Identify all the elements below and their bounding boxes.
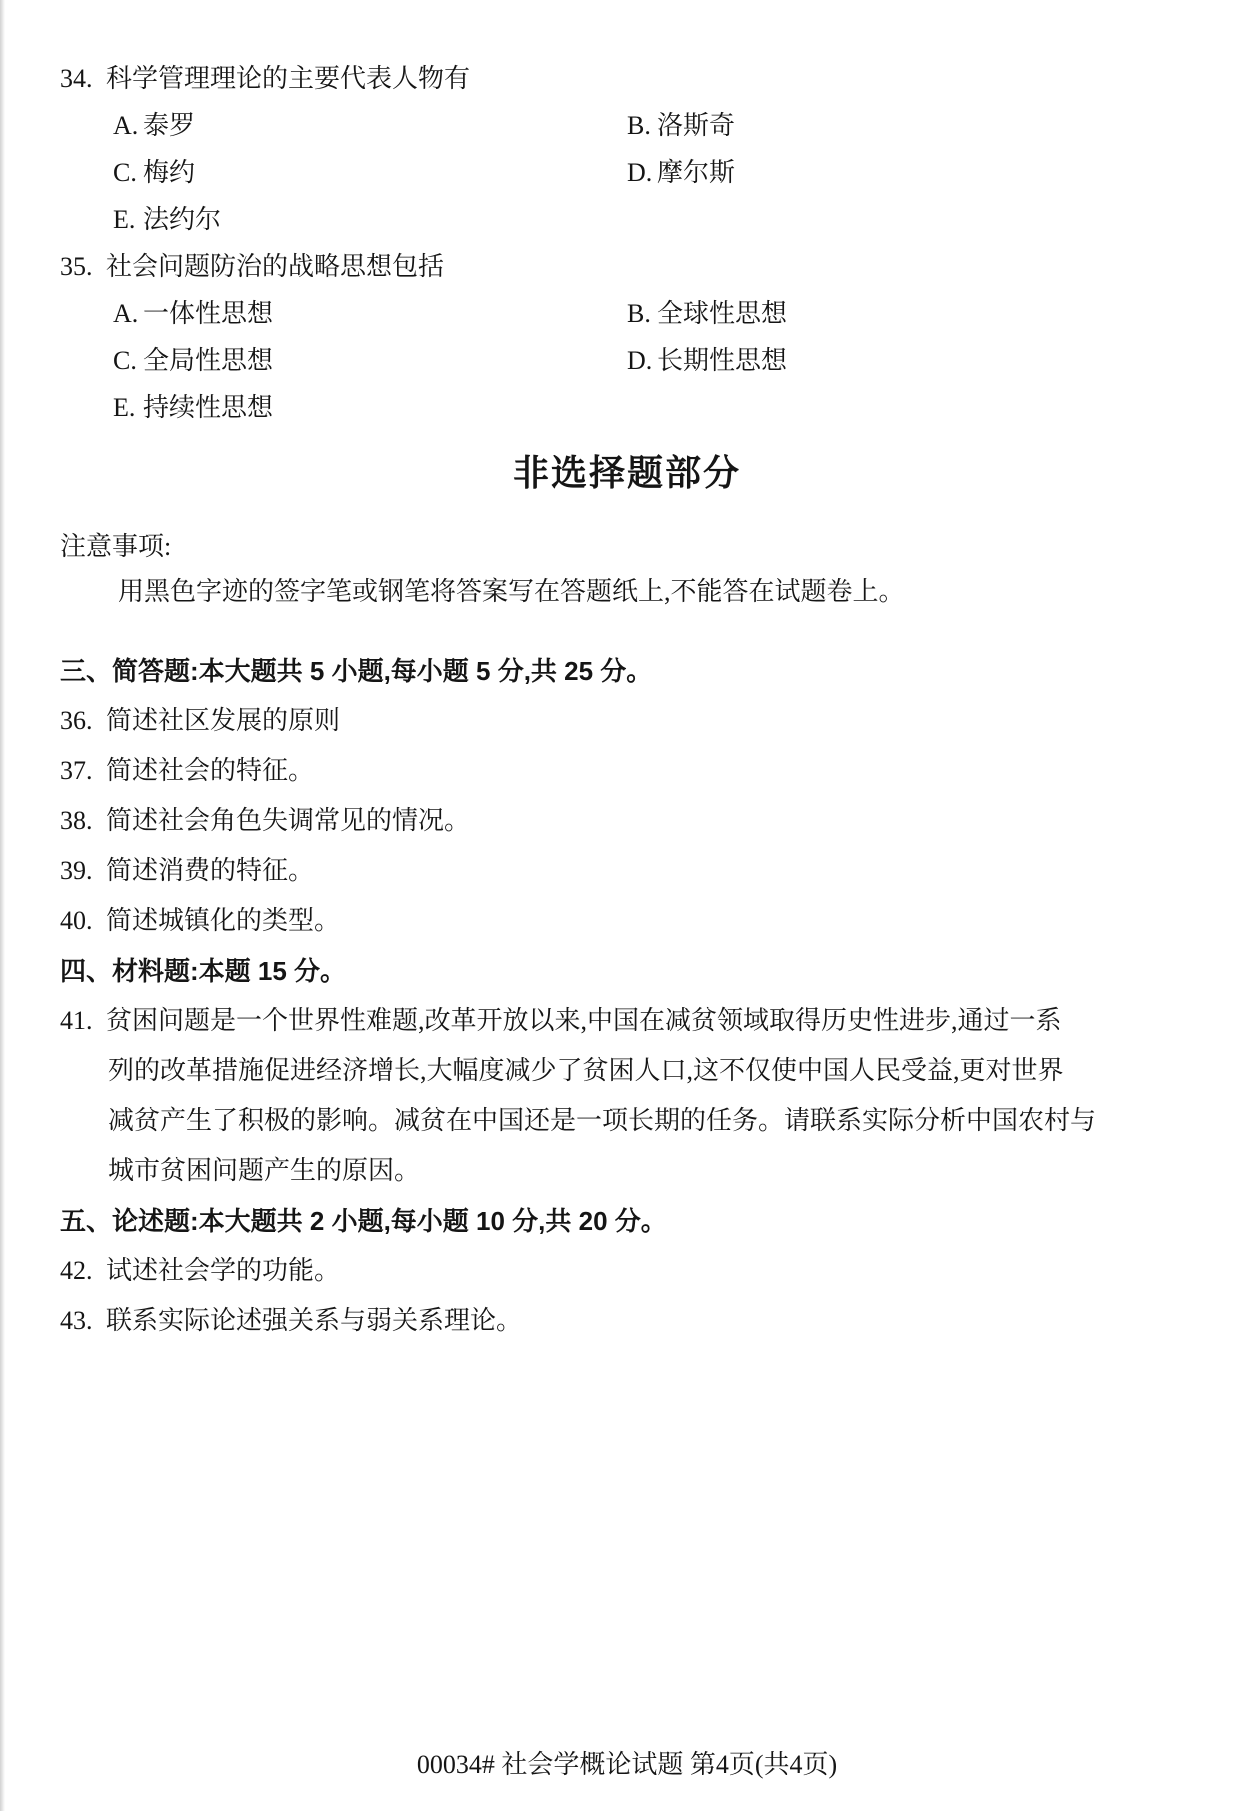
option-c xyxy=(113,346,273,375)
question-41-line-4: 城市贫困问题产生的原因。 xyxy=(108,1156,421,1185)
question-text: 简述消费的特征。 xyxy=(106,856,315,885)
option-a xyxy=(113,111,195,140)
essay-heading: 五、论述题:本大题共 2 小题,每小题 10 分,共 20 分。 xyxy=(60,1206,667,1236)
main-block xyxy=(60,646,1198,1346)
multiple-choice-block xyxy=(60,55,1198,431)
question-text-line: 贫困问题是一个世界性难题,改革开放以来,中国在减贫领域取得历史性进步,通过一系 xyxy=(106,1006,1062,1035)
question-35-options-row-3 xyxy=(60,384,1198,431)
question-number: 40. xyxy=(60,906,93,935)
option-e xyxy=(113,205,221,234)
question-38 xyxy=(60,796,1198,846)
option-text: 洛斯奇 xyxy=(657,111,736,140)
question-text: 简述社会的特征。 xyxy=(106,756,315,785)
question-43 xyxy=(60,1296,1198,1346)
option-d xyxy=(627,149,735,196)
option-label: A. xyxy=(113,299,139,328)
question-number: 35. xyxy=(60,252,93,281)
notice-heading: 注意事项: xyxy=(60,532,172,561)
question-text: 简述社会角色失调常见的情况。 xyxy=(106,806,471,835)
question-34-stem-line xyxy=(60,55,1198,102)
option-b xyxy=(627,290,787,337)
question-41-line-3: 减贫产生了积极的影响。减贫在中国还是一项长期的任务。请联系实际分析中国农村与 xyxy=(108,1106,1097,1135)
question-41-line-1 xyxy=(60,996,1198,1046)
option-text: 法约尔 xyxy=(143,205,222,234)
option-c xyxy=(113,158,195,187)
option-text: 全球性思想 xyxy=(657,299,788,328)
option-text: 一体性思想 xyxy=(143,299,274,328)
notice-block xyxy=(60,524,1198,614)
question-35-stem-line xyxy=(60,243,1198,290)
question-42 xyxy=(60,1246,1198,1296)
question-number: 38. xyxy=(60,806,93,835)
option-d xyxy=(627,337,787,384)
page-footer: 00034# 社会学概论试题 第4页(共4页) xyxy=(416,1750,838,1779)
question-stem: 社会问题防治的战略思想包括 xyxy=(106,252,445,281)
question-number: 34. xyxy=(60,64,93,93)
question-number: 39. xyxy=(60,856,93,885)
question-number: 37. xyxy=(60,756,93,785)
question-number: 41. xyxy=(60,1006,93,1035)
option-label: D. xyxy=(627,158,653,187)
question-text: 简述城镇化的类型。 xyxy=(106,906,341,935)
option-label: D. xyxy=(627,346,653,375)
option-label: B. xyxy=(627,111,651,140)
section-title: 非选择题部分 xyxy=(512,452,741,493)
question-40 xyxy=(60,896,1198,946)
option-label: B. xyxy=(627,299,651,328)
question-35-options-row-2 xyxy=(60,337,1198,384)
question-text: 简述社区发展的原则 xyxy=(106,706,341,735)
option-label: C. xyxy=(113,346,137,375)
material-heading: 四、材料题:本题 15 分。 xyxy=(60,956,347,986)
question-35-options-row-1 xyxy=(60,290,1198,337)
question-37 xyxy=(60,746,1198,796)
question-stem: 科学管理理论的主要代表人物有 xyxy=(106,64,471,93)
option-text: 泰罗 xyxy=(143,111,196,140)
option-e xyxy=(113,393,273,422)
option-text: 长期性思想 xyxy=(657,346,788,375)
question-39 xyxy=(60,846,1198,896)
question-41-line-2: 列的改革措施促进经济增长,大幅度减少了贫困人口,这不仅使中国人民受益,更对世界 xyxy=(108,1056,1064,1085)
option-label: E. xyxy=(113,393,136,422)
option-label: A. xyxy=(113,111,139,140)
question-text: 试述社会学的功能。 xyxy=(106,1256,341,1285)
question-34-options-row-2 xyxy=(60,149,1198,196)
question-text: 联系实际论述强关系与弱关系理论。 xyxy=(106,1306,523,1335)
scan-edge-shadow xyxy=(0,0,5,1811)
option-label: E. xyxy=(113,205,136,234)
notice-body: 用黑色字迹的签字笔或钢笔将答案写在答题纸上,不能答在试题卷上。 xyxy=(118,577,905,606)
option-b xyxy=(627,102,735,149)
question-number: 42. xyxy=(60,1256,93,1285)
question-number: 36. xyxy=(60,706,93,735)
option-text: 梅约 xyxy=(143,158,196,187)
option-label: C. xyxy=(113,158,137,187)
option-text: 摩尔斯 xyxy=(657,158,736,187)
option-text: 全局性思想 xyxy=(143,346,274,375)
option-a xyxy=(113,299,273,328)
question-number: 43. xyxy=(60,1306,93,1335)
short-answer-heading: 三、简答题:本大题共 5 小题,每小题 5 分,共 25 分。 xyxy=(60,656,653,686)
question-34-options-row-3 xyxy=(60,196,1198,243)
option-text: 持续性思想 xyxy=(143,393,274,422)
question-36 xyxy=(60,696,1198,746)
question-34-options-row-1 xyxy=(60,102,1198,149)
